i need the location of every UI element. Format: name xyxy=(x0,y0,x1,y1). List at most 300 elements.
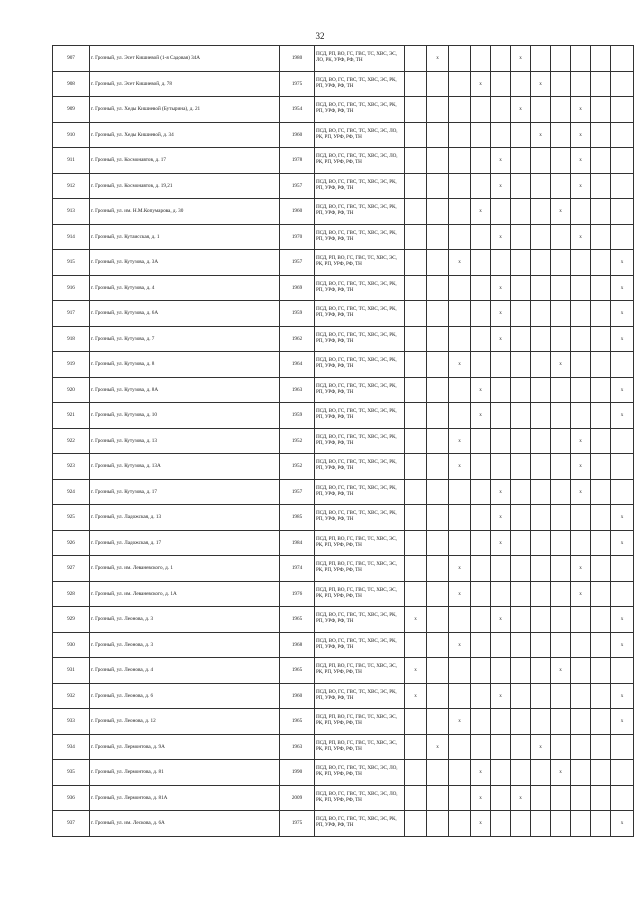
row-mark-cell: x xyxy=(571,556,591,582)
row-mark-cell xyxy=(405,122,427,148)
row-address: г. Грозный, ул. Лермонтова, д. 81 xyxy=(90,760,280,786)
row-mark-cell xyxy=(591,199,611,225)
row-mark-cell: x xyxy=(405,683,427,709)
row-number: 916 xyxy=(53,275,90,301)
row-mark-cell: x xyxy=(571,97,591,123)
row-mark-cell xyxy=(531,301,551,327)
row-mark-cell xyxy=(571,352,591,378)
row-number: 933 xyxy=(53,709,90,735)
row-mark-cell xyxy=(427,479,449,505)
row-year: 1990 xyxy=(280,760,315,786)
table-row xyxy=(53,709,634,735)
row-mark-cell xyxy=(571,683,591,709)
row-mark-cell xyxy=(511,530,531,556)
row-mark-cell xyxy=(491,811,511,837)
row-mark-cell xyxy=(491,122,511,148)
row-mark-cell xyxy=(471,479,491,505)
row-mark-cell xyxy=(511,275,531,301)
row-mark-cell: x xyxy=(471,760,491,786)
row-mark-cell xyxy=(427,760,449,786)
row-mark-cell: x xyxy=(471,785,491,811)
table-row xyxy=(53,683,634,709)
row-mark-cell xyxy=(611,454,634,480)
row-mark-cell xyxy=(511,352,531,378)
row-mark-cell: x xyxy=(405,607,427,633)
row-mark-cell xyxy=(491,454,511,480)
row-mark-cell xyxy=(405,632,427,658)
row-mark-cell xyxy=(531,607,551,633)
row-year: 1984 xyxy=(280,530,315,556)
row-mark-cell xyxy=(471,173,491,199)
row-mark-cell: x xyxy=(427,46,449,72)
row-mark-cell xyxy=(471,683,491,709)
row-mark-cell xyxy=(531,377,551,403)
row-year: 1975 xyxy=(280,811,315,837)
row-mark-cell xyxy=(449,683,471,709)
row-mark-cell: x xyxy=(449,352,471,378)
row-mark-cell xyxy=(427,377,449,403)
row-address: г. Грозный, ул. им. Леваневского, д. 1 xyxy=(90,556,280,582)
row-mark-cell: x xyxy=(611,607,634,633)
row-mark-cell xyxy=(551,454,571,480)
row-mark-cell xyxy=(405,326,427,352)
row-mark-cell xyxy=(405,785,427,811)
row-mark-cell: x xyxy=(571,224,591,250)
row-year: 1963 xyxy=(280,734,315,760)
table-row xyxy=(53,326,634,352)
row-year: 1959 xyxy=(280,403,315,429)
row-mark-cell xyxy=(449,224,471,250)
row-works: ПСД, РП, ВО, ГС, ГВС, ТС, ХВС, ЭС, РК, РП, УРФ, РФ, ТН xyxy=(315,581,405,607)
row-mark-cell xyxy=(591,607,611,633)
row-mark-cell xyxy=(449,734,471,760)
row-works: ПСД, ВО, ГС, ГВС, ТС, ХВС, ЭС, РК, РП, УРФ, РФ, ТН xyxy=(315,683,405,709)
table-row xyxy=(53,479,634,505)
row-works: ПСД, РП, ВО, ГС, ГВС, ТС, ХВС, ЭС, РК, РП, УРФ, РФ, ТН xyxy=(315,556,405,582)
row-mark-cell xyxy=(405,275,427,301)
row-mark-cell xyxy=(427,301,449,327)
row-mark-cell xyxy=(551,301,571,327)
table-row xyxy=(53,250,634,276)
row-mark-cell xyxy=(611,173,634,199)
row-mark-cell xyxy=(531,760,551,786)
row-mark-cell xyxy=(531,148,551,174)
row-mark-cell xyxy=(531,556,551,582)
row-mark-cell xyxy=(611,658,634,684)
row-mark-cell xyxy=(471,709,491,735)
table-row xyxy=(53,734,634,760)
row-year: 1970 xyxy=(280,224,315,250)
row-mark-cell xyxy=(491,581,511,607)
row-mark-cell xyxy=(591,581,611,607)
row-year: 1975 xyxy=(280,71,315,97)
row-mark-cell xyxy=(405,224,427,250)
row-mark-cell: x xyxy=(571,479,591,505)
row-address: г. Грозный, ул. Кутузова, д. 6А xyxy=(90,301,280,327)
row-mark-cell xyxy=(405,377,427,403)
row-address: г. Грозный, ул. Леонова, д. 3 xyxy=(90,632,280,658)
row-mark-cell xyxy=(571,71,591,97)
table-row xyxy=(53,428,634,454)
row-mark-cell: x xyxy=(427,734,449,760)
row-mark-cell xyxy=(449,199,471,225)
row-mark-cell xyxy=(427,785,449,811)
table-row xyxy=(53,454,634,480)
row-works: ПСД, ВО, ГС, ГВС, ТС, ХВС, ЭС, РК, РП, УРФ, РФ, ТН xyxy=(315,607,405,633)
row-mark-cell xyxy=(405,199,427,225)
row-number: 928 xyxy=(53,581,90,607)
row-mark-cell xyxy=(551,811,571,837)
row-works: ПСД, ВО, ГС, ГВС, ТС, ХВС, ЭС, РК, РП, УРФ, РФ, ТН xyxy=(315,326,405,352)
row-mark-cell: x xyxy=(611,326,634,352)
row-mark-cell xyxy=(591,122,611,148)
row-mark-cell xyxy=(511,173,531,199)
row-mark-cell xyxy=(531,199,551,225)
row-mark-cell: x xyxy=(511,97,531,123)
row-mark-cell xyxy=(551,250,571,276)
row-mark-cell xyxy=(511,760,531,786)
row-address: г. Грозный, ул. Лермонтова, д. 9А xyxy=(90,734,280,760)
row-number: 917 xyxy=(53,301,90,327)
row-mark-cell xyxy=(405,734,427,760)
row-year: 1976 xyxy=(280,581,315,607)
row-address: г. Грозный, ул. Эсет Кишиевой (1-я Садовая) 34А xyxy=(90,46,280,72)
row-mark-cell xyxy=(405,352,427,378)
row-mark-cell xyxy=(611,148,634,174)
row-number: 914 xyxy=(53,224,90,250)
row-number: 909 xyxy=(53,97,90,123)
row-mark-cell: x xyxy=(551,760,571,786)
row-address: г. Грозный, ул. Хеды Кишиевой (Бутырина), д. 21 xyxy=(90,97,280,123)
row-mark-cell xyxy=(551,734,571,760)
row-mark-cell: x xyxy=(611,377,634,403)
row-address: г. Грозный, ул. Хеды Кишиевой, д. 34 xyxy=(90,122,280,148)
row-number: 908 xyxy=(53,71,90,97)
row-mark-cell xyxy=(511,709,531,735)
table-row xyxy=(53,377,634,403)
row-mark-cell xyxy=(531,428,551,454)
row-mark-cell xyxy=(531,97,551,123)
table-row xyxy=(53,403,634,429)
row-mark-cell xyxy=(551,632,571,658)
row-year: 1980 xyxy=(280,46,315,72)
row-mark-cell xyxy=(471,46,491,72)
row-mark-cell xyxy=(571,785,591,811)
row-number: 915 xyxy=(53,250,90,276)
row-mark-cell: x xyxy=(611,250,634,276)
row-mark-cell xyxy=(551,326,571,352)
row-mark-cell xyxy=(405,454,427,480)
row-mark-cell xyxy=(551,785,571,811)
row-mark-cell xyxy=(551,479,571,505)
row-mark-cell xyxy=(427,811,449,837)
row-works: ПСД, ВО, ГС, ГВС, ТС, ХВС, ЭС, РК, РП, УРФ, РФ, ТН xyxy=(315,479,405,505)
row-works: ПСД, ВО, ГС, ГВС, ТС, ХВС, ЭС, РК, РП, УРФ, РФ, ТН xyxy=(315,632,405,658)
row-mark-cell xyxy=(531,46,551,72)
row-works: ПСД, ВО, ГС, ГВС, ТС, ХВС, ЭС, РК, РП, УРФ, РФ, ТН xyxy=(315,275,405,301)
row-mark-cell xyxy=(491,97,511,123)
row-mark-cell xyxy=(491,250,511,276)
row-mark-cell xyxy=(427,352,449,378)
row-mark-cell xyxy=(491,46,511,72)
row-mark-cell xyxy=(449,301,471,327)
row-address: г. Грозный, ул. им. Леваневского, д. 1А xyxy=(90,581,280,607)
row-mark-cell xyxy=(511,377,531,403)
row-works: ПСД, ВО, ГС, ГВС, ТС, ХВС, ЭС, РК, РП, УРФ, РФ, ТН xyxy=(315,505,405,531)
row-address: г. Грозный, ул. Кутаисская, д. 1 xyxy=(90,224,280,250)
row-mark-cell xyxy=(591,403,611,429)
row-address: г. Грозный, ул. им. Лескова, д. 6А xyxy=(90,811,280,837)
row-mark-cell xyxy=(427,97,449,123)
row-mark-cell: x xyxy=(611,403,634,429)
row-address: г. Грозный, ул. Кутузова, д. 7 xyxy=(90,326,280,352)
row-number: 910 xyxy=(53,122,90,148)
row-address: г. Грозный, ул. Кутузова, д. 3А xyxy=(90,250,280,276)
row-mark-cell: x xyxy=(491,326,511,352)
row-mark-cell: x xyxy=(471,71,491,97)
row-works: ПСД, РП, ВО, ГС, ГВС, ТС, ХВС, ЭС, РК, РП, УРФ, РФ, ТН xyxy=(315,709,405,735)
row-mark-cell xyxy=(591,709,611,735)
row-mark-cell xyxy=(511,811,531,837)
row-mark-cell xyxy=(471,122,491,148)
row-mark-cell: x xyxy=(511,785,531,811)
row-number: 924 xyxy=(53,479,90,505)
row-address: г. Грозный, ул. Кутузова, д. 10 xyxy=(90,403,280,429)
row-mark-cell: x xyxy=(405,658,427,684)
row-mark-cell: x xyxy=(611,301,634,327)
row-number: 921 xyxy=(53,403,90,429)
table-row xyxy=(53,530,634,556)
row-number: 912 xyxy=(53,173,90,199)
row-mark-cell xyxy=(531,173,551,199)
row-mark-cell xyxy=(611,97,634,123)
table-row xyxy=(53,122,634,148)
row-mark-cell xyxy=(591,173,611,199)
row-number: 930 xyxy=(53,632,90,658)
row-number: 925 xyxy=(53,505,90,531)
row-mark-cell xyxy=(571,658,591,684)
row-mark-cell xyxy=(611,46,634,72)
row-mark-cell xyxy=(611,581,634,607)
row-year: 1968 xyxy=(280,632,315,658)
row-mark-cell xyxy=(511,122,531,148)
row-mark-cell xyxy=(571,250,591,276)
row-mark-cell xyxy=(405,301,427,327)
row-address: г. Грозный, ул. Леонова, д. 6 xyxy=(90,683,280,709)
row-mark-cell xyxy=(471,454,491,480)
row-mark-cell xyxy=(511,199,531,225)
row-mark-cell xyxy=(427,250,449,276)
row-works: ПСД, ВО, ГС, ГВС, ТС, ХВС, ЭС, РК, РП, УРФ, РФ, ТН xyxy=(315,173,405,199)
row-mark-cell xyxy=(551,505,571,531)
row-number: 935 xyxy=(53,760,90,786)
row-year: 1954 xyxy=(280,97,315,123)
row-address: г. Грозный, ул. Кутузова, д. 8 xyxy=(90,352,280,378)
row-mark-cell xyxy=(571,811,591,837)
row-mark-cell: x xyxy=(471,403,491,429)
row-number: 927 xyxy=(53,556,90,582)
row-address: г. Грозный, ул. Ладожская, д. 13 xyxy=(90,505,280,531)
row-number: 926 xyxy=(53,530,90,556)
row-mark-cell xyxy=(611,428,634,454)
row-mark-cell xyxy=(405,97,427,123)
row-mark-cell xyxy=(531,811,551,837)
row-mark-cell xyxy=(591,275,611,301)
row-mark-cell xyxy=(551,71,571,97)
row-mark-cell: x xyxy=(449,632,471,658)
row-mark-cell: x xyxy=(571,148,591,174)
row-mark-cell xyxy=(471,734,491,760)
row-mark-cell xyxy=(511,148,531,174)
row-mark-cell xyxy=(491,709,511,735)
row-mark-cell xyxy=(427,148,449,174)
row-mark-cell xyxy=(571,530,591,556)
row-works: ПСД, РП, ВО, ГС, ГВС, ТС, ХВС, ЭС, РК, РП, УРФ, РФ, ТН xyxy=(315,734,405,760)
row-mark-cell xyxy=(571,734,591,760)
row-mark-cell: x xyxy=(611,505,634,531)
row-address: г. Грозный, ул. Кутузова, д. 4 xyxy=(90,275,280,301)
row-mark-cell xyxy=(531,709,551,735)
row-mark-cell: x xyxy=(531,734,551,760)
row-mark-cell xyxy=(571,403,591,429)
row-year: 1957 xyxy=(280,250,315,276)
row-mark-cell xyxy=(511,301,531,327)
row-mark-cell xyxy=(471,224,491,250)
row-mark-cell xyxy=(471,352,491,378)
row-works: ПСД, РП, ВО, ГС, ГВС, ТС, ХВС, ЭС, РК, РП, УРФ, РФ, ТН xyxy=(315,658,405,684)
table-row xyxy=(53,556,634,582)
row-mark-cell: x xyxy=(611,275,634,301)
row-number: 918 xyxy=(53,326,90,352)
row-mark-cell xyxy=(531,479,551,505)
row-mark-cell xyxy=(449,173,471,199)
row-mark-cell xyxy=(611,199,634,225)
row-mark-cell xyxy=(611,760,634,786)
row-mark-cell xyxy=(551,403,571,429)
row-mark-cell: x xyxy=(571,454,591,480)
row-mark-cell xyxy=(491,377,511,403)
row-mark-cell xyxy=(449,785,471,811)
row-mark-cell xyxy=(449,505,471,531)
row-mark-cell xyxy=(449,326,471,352)
row-mark-cell xyxy=(591,683,611,709)
row-mark-cell xyxy=(491,556,511,582)
row-mark-cell xyxy=(405,505,427,531)
row-mark-cell xyxy=(591,428,611,454)
row-address: г. Грозный, ул. Леонова, д. 3 xyxy=(90,607,280,633)
table-row xyxy=(53,173,634,199)
row-mark-cell xyxy=(591,658,611,684)
row-mark-cell xyxy=(449,377,471,403)
row-mark-cell xyxy=(591,530,611,556)
row-year: 1952 xyxy=(280,454,315,480)
row-mark-cell xyxy=(511,581,531,607)
row-mark-cell xyxy=(591,505,611,531)
row-mark-cell xyxy=(511,454,531,480)
row-mark-cell xyxy=(471,148,491,174)
row-mark-cell xyxy=(491,428,511,454)
row-mark-cell xyxy=(511,224,531,250)
row-mark-cell xyxy=(531,785,551,811)
row-mark-cell xyxy=(591,97,611,123)
row-mark-cell xyxy=(591,224,611,250)
row-number: 919 xyxy=(53,352,90,378)
row-mark-cell: x xyxy=(491,275,511,301)
row-mark-cell xyxy=(491,785,511,811)
row-mark-cell xyxy=(611,71,634,97)
building-registry-table xyxy=(52,45,634,837)
row-mark-cell xyxy=(491,760,511,786)
row-mark-cell: x xyxy=(551,658,571,684)
row-mark-cell xyxy=(531,658,551,684)
row-mark-cell xyxy=(591,811,611,837)
row-mark-cell xyxy=(449,46,471,72)
row-mark-cell xyxy=(591,326,611,352)
row-mark-cell xyxy=(571,199,591,225)
table-row xyxy=(53,632,634,658)
row-mark-cell xyxy=(427,505,449,531)
row-mark-cell xyxy=(511,403,531,429)
row-mark-cell xyxy=(427,122,449,148)
row-mark-cell xyxy=(491,658,511,684)
row-mark-cell xyxy=(449,811,471,837)
row-mark-cell: x xyxy=(611,709,634,735)
row-mark-cell xyxy=(511,71,531,97)
row-mark-cell xyxy=(491,403,511,429)
row-year: 2009 xyxy=(280,785,315,811)
row-mark-cell xyxy=(571,607,591,633)
row-mark-cell xyxy=(611,785,634,811)
row-mark-cell xyxy=(591,377,611,403)
table-row xyxy=(53,71,634,97)
registry-body xyxy=(53,46,634,837)
row-mark-cell xyxy=(449,479,471,505)
page-number: 32 xyxy=(315,31,325,41)
row-works: ПСД, РП, ВО, ГС, ГВС, ТС, ХВС, ЭС, РК, РП, УРФ, РФ, ТН xyxy=(315,250,405,276)
row-mark-cell xyxy=(471,581,491,607)
row-mark-cell xyxy=(571,505,591,531)
row-mark-cell: x xyxy=(449,428,471,454)
row-year: 1960 xyxy=(280,199,315,225)
row-mark-cell xyxy=(511,607,531,633)
row-year: 1969 xyxy=(280,275,315,301)
row-mark-cell xyxy=(591,556,611,582)
row-mark-cell: x xyxy=(531,71,551,97)
row-number: 907 xyxy=(53,46,90,72)
row-mark-cell xyxy=(571,760,591,786)
row-works: ПСД, РП, ВО, ГС, ГВС, ТС, ХВС, ЭС, РК, РП, УРФ, РФ, ТН xyxy=(315,530,405,556)
row-mark-cell xyxy=(591,479,611,505)
row-mark-cell xyxy=(591,734,611,760)
row-works: ПСД, РП, ВО, ГС, ГВС, ТС, ХВС, ЭС, ЛО, РК, УРФ, РФ, ТН xyxy=(315,46,405,72)
row-address: г. Грозный, ул. Леонова, д. 4 xyxy=(90,658,280,684)
row-mark-cell: x xyxy=(611,811,634,837)
row-year: 1965 xyxy=(280,658,315,684)
row-mark-cell xyxy=(591,760,611,786)
table-row xyxy=(53,811,634,837)
row-mark-cell: x xyxy=(449,709,471,735)
row-mark-cell xyxy=(427,71,449,97)
row-mark-cell xyxy=(427,275,449,301)
row-mark-cell: x xyxy=(491,530,511,556)
row-works: ПСД, ВО, ГС, ГВС, ТС, ХВС, ЭС, РК, РП, УРФ, РФ, ТН xyxy=(315,224,405,250)
row-mark-cell xyxy=(471,428,491,454)
row-mark-cell xyxy=(427,683,449,709)
row-number: 929 xyxy=(53,607,90,633)
row-mark-cell xyxy=(471,658,491,684)
row-year: 1960 xyxy=(280,683,315,709)
row-mark-cell: x xyxy=(491,607,511,633)
